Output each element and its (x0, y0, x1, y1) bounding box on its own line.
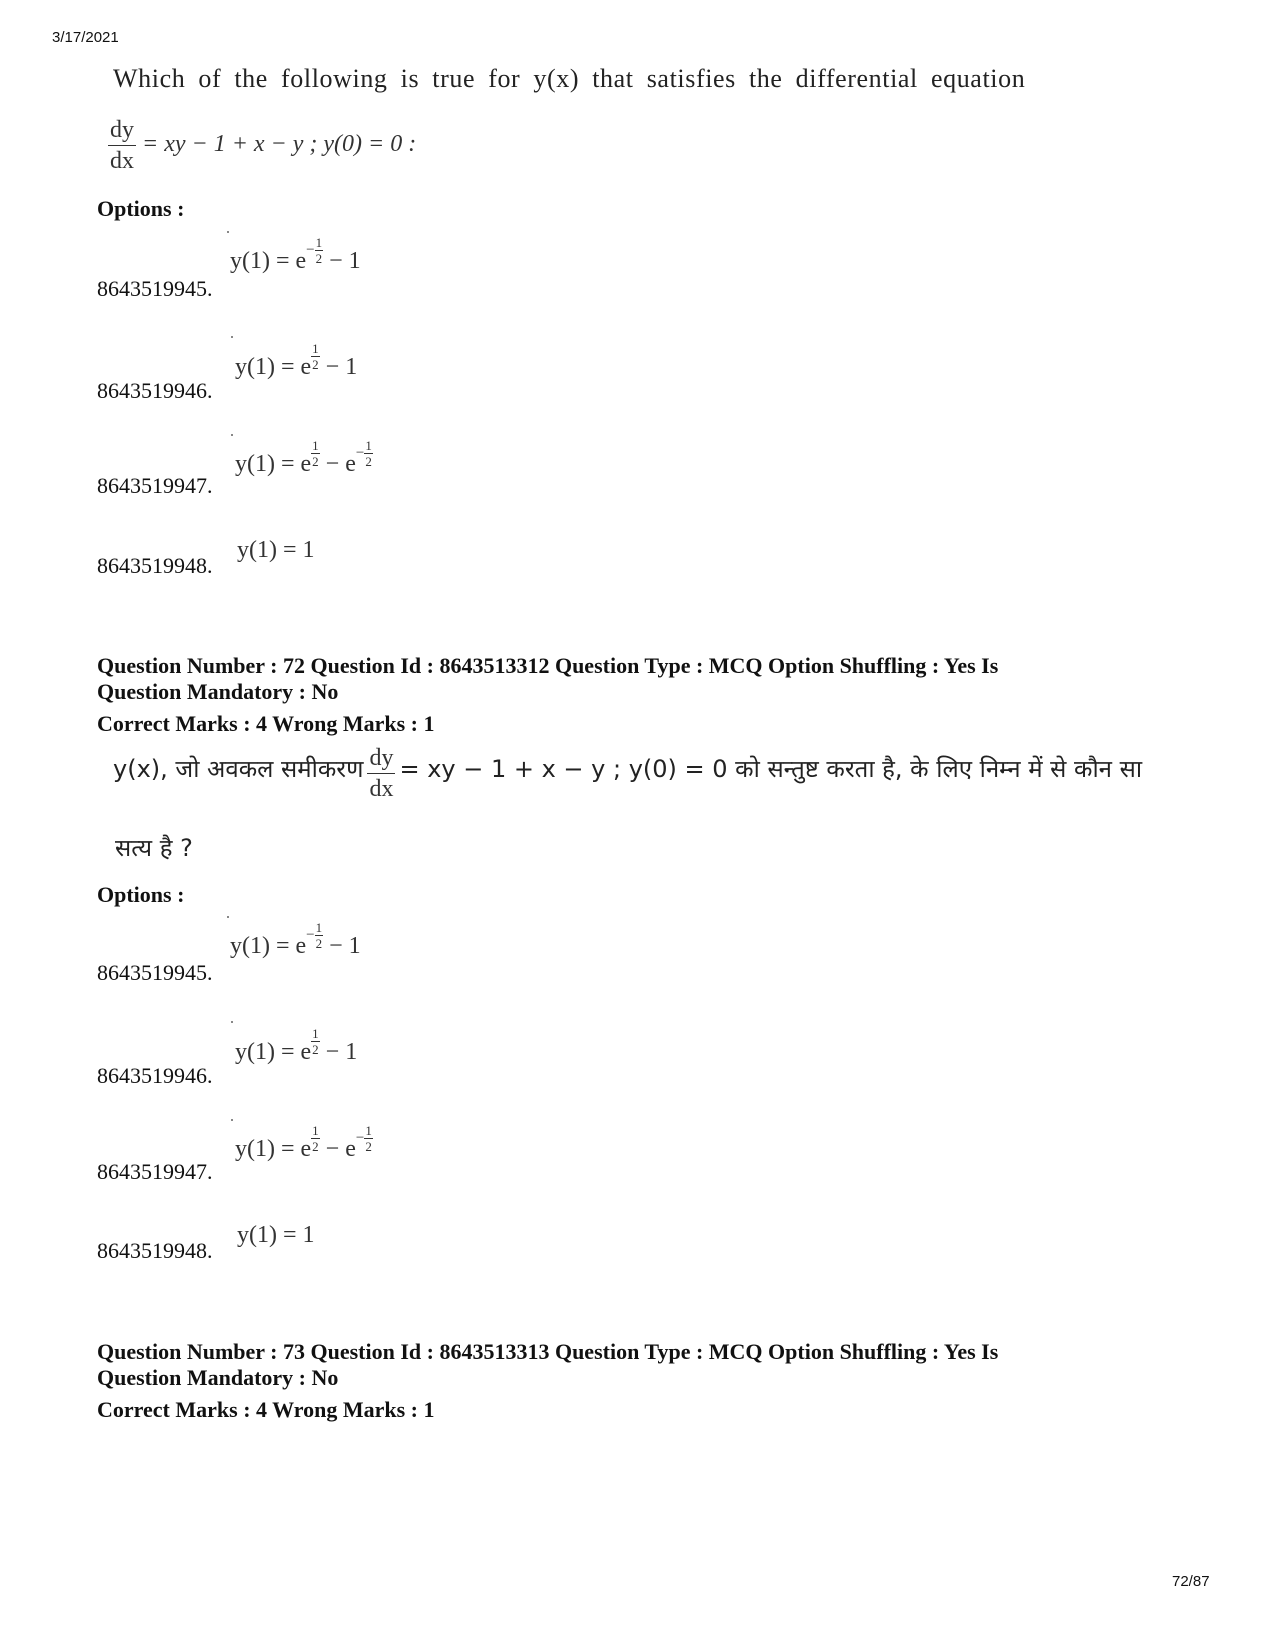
question-73-marks: Correct Marks : 4 Wrong Marks : 1 (97, 1397, 435, 1422)
question-72-text: y(x), जो अवकल समीकरण $\frac{dy}{dx}$ = xy − 1 + x − y ; y(0) = 0 को सन्तुष्ट करता है, के लिए निम्न में से कौन सा (113, 745, 1143, 802)
option-id: 8643519946. (97, 378, 213, 403)
option-math: y(1) = e $\frac{1}{2}$ − 1 (235, 341, 358, 380)
option-id: 8643519948. (97, 1238, 213, 1263)
option-math: y(1) = e $\frac{1}{2}$ − e− $\frac{1}{2}$ (235, 1123, 372, 1162)
option-id: 8643519946. (97, 1063, 213, 1088)
option-id: 8643519945. (97, 960, 213, 985)
option-math: y(1) = e $\frac{1}{2}$ − 1 (235, 1026, 358, 1065)
option-math: y(1) = e− $\frac{1}{2}$ − 1 (230, 920, 361, 959)
option-id: 8643519948. (97, 553, 213, 578)
question-71-text: Which of the following is true for y(x) that satisfies the differential equation (113, 64, 1026, 93)
question-72-meta: Question Number : 72 Question Id : 8643513312 Question Type : MCQ Option Shuffling : Yes Is (97, 653, 999, 678)
question-73-mandatory: Question Mandatory : No (97, 1365, 339, 1390)
question-71-equation: $\frac{dy}{dx}$ = xy − 1 + x − y ; y(0) = 0 : (110, 117, 417, 174)
print-date: 3/17/2021 (52, 29, 119, 46)
option-id: 8643519947. (97, 1159, 213, 1184)
option-id: 8643519947. (97, 473, 213, 498)
option-math: y(1) = e− $\frac{1}{2}$ − 1 (230, 235, 361, 274)
option-math: y(1) = 1 (237, 1222, 315, 1248)
question-73-meta: Question Number : 73 Question Id : 8643513313 Question Type : MCQ Option Shuffling : Yes Is (97, 1339, 999, 1364)
derivative-fraction: $\frac{dy}{dx}$ (369, 745, 394, 802)
page-number: 72/87 (1172, 1573, 1210, 1590)
options-label: Options : (97, 196, 185, 221)
question-72-marks: Correct Marks : 4 Wrong Marks : 1 (97, 711, 435, 736)
option-math: y(1) = e $\frac{1}{2}$ − e− $\frac{1}{2}$ (235, 438, 372, 477)
option-id: 8643519945. (97, 276, 213, 301)
question-72-mandatory: Question Mandatory : No (97, 679, 339, 704)
option-math: y(1) = 1 (237, 537, 315, 563)
derivative-fraction: $\frac{dy}{dx}$ (110, 117, 134, 174)
options-label: Options : (97, 882, 185, 907)
question-72-text-line2: सत्य है ? (115, 834, 193, 862)
